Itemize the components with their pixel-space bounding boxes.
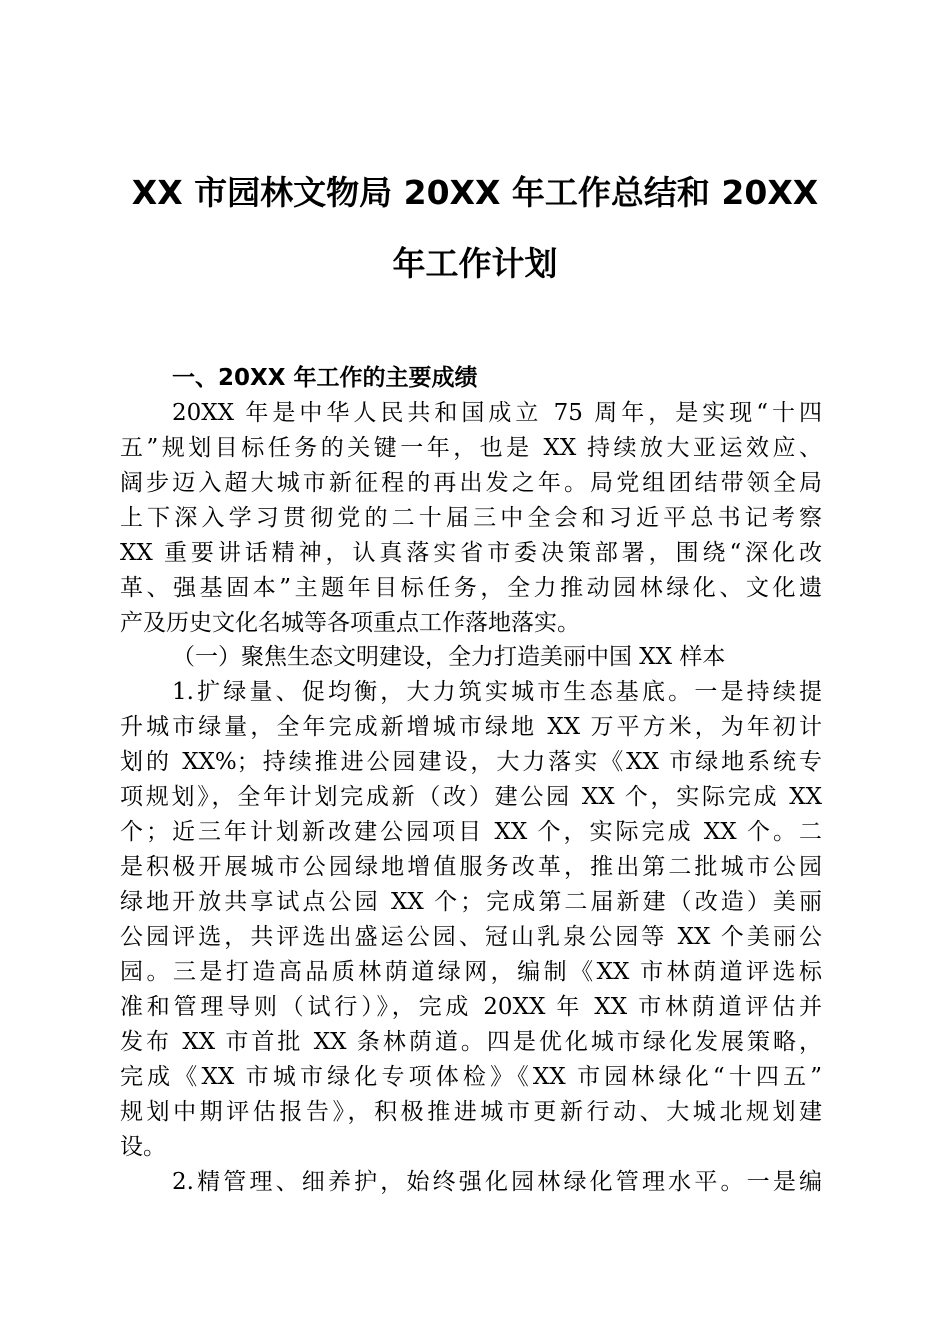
paragraph-line: 规划中期评估报告》，积极推进城市更新行动、大城北规划建 — [120, 1099, 822, 1125]
paragraph-line: 升城市绿量，全年完成新增城市绿地 XX 万平方米，为年初计 — [120, 714, 822, 740]
paragraph-line: 是积极开展城市公园绿地增值服务改革，推出第二批城市公园 — [120, 854, 822, 880]
paragraph-line: 设。 — [120, 1134, 166, 1160]
subsection-heading-ecology: （一）聚焦生态文明建设，全力打造美丽中国 XX 样本 — [172, 644, 726, 670]
paragraph-line: 准和管理导则（试行）》，完成 20XX 年 XX 市林荫道评估并 — [120, 994, 822, 1020]
paragraph-line: 公园评选，共评选出盛运公园、冠山乳泉公园等 XX 个美丽公 — [120, 924, 822, 950]
section-heading-achievements: 一、20XX 年工作的主要成绩 — [172, 365, 478, 391]
paragraph-line: 阔步迈入超大城市新征程的再出发之年。局党组团结带领全局 — [120, 470, 822, 496]
paragraph-line: 1.扩绿量、促均衡，大力筑实城市生态基底。一是持续提 — [172, 679, 822, 705]
paragraph-line: 上下深入学习贯彻党的二十届三中全会和习近平总书记考察 — [120, 505, 822, 531]
paragraph-line: 划的 XX%；持续推进公园建设，大力落实《XX 市绿地系统专 — [120, 749, 822, 775]
paragraph-line: 五”规划目标任务的关键一年，也是 XX 持续放大亚运效应、 — [120, 435, 822, 461]
paragraph-line: 个；近三年计划新改建公园项目 XX 个，实际完成 XX 个。二 — [120, 819, 822, 845]
paragraph-line: 2.精管理、细养护，始终强化园林绿化管理水平。一是编 — [172, 1169, 822, 1195]
paragraph-line: 20XX 年是中华人民共和国成立 75 周年，是实现“十四 — [172, 400, 822, 426]
paragraph-line: 绿地开放共享试点公园 XX 个；完成第二届新建（改造）美丽 — [120, 889, 822, 915]
document-title-line-2: 年工作计划 — [392, 244, 558, 283]
paragraph-line: 产及历史文化名城等各项重点工作落地落实。 — [120, 610, 580, 636]
paragraph-line: 项规划》，全年计划完成新（改）建公园 XX 个，实际完成 XX — [120, 784, 822, 810]
document-title-line-1: XX 市园林文物局 20XX 年工作总结和 20XX — [131, 173, 819, 212]
paragraph-line: XX 重要讲话精神，认真落实省市委决策部署，围绕“深化改 — [120, 540, 822, 566]
paragraph-line: 革、强基固本”主题年目标任务，全力推动园林绿化、文化遗 — [120, 575, 822, 601]
paragraph-line: 发布 XX 市首批 XX 条林荫道。四是优化城市绿化发展策略， — [120, 1029, 822, 1055]
paragraph-line: 完成《XX 市城市绿化专项体检》《XX 市园林绿化“十四五” — [120, 1064, 822, 1090]
paragraph-line: 园。三是打造高品质林荫道绿网，编制《XX 市林荫道评选标 — [120, 959, 822, 985]
